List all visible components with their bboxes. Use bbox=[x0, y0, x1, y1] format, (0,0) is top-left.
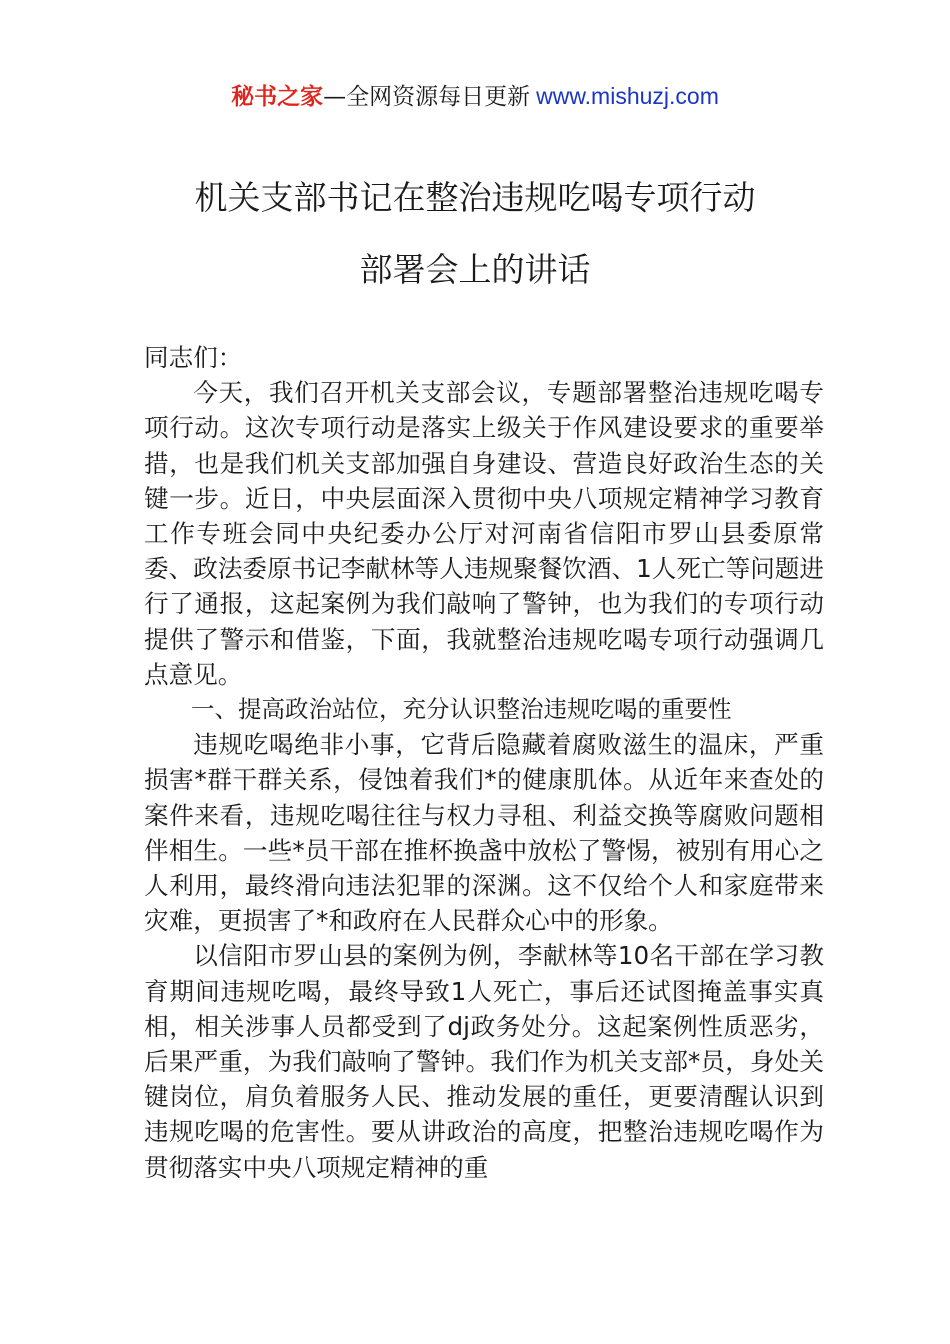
site-name: 秘书之家 bbox=[231, 84, 324, 110]
site-url-link[interactable]: www.mishuzj.com bbox=[536, 83, 719, 109]
paragraph-intro: 今天，我们召开机关支部会议，专题部署整治违规吃喝专项行动。这次专项行动是落实上级关于作风建设要求的重要举措，也是我们机关支部加强自身建设、营造良好政治生态的关键一步。近日，中央层面深入贯彻中央八项规定精神学习教育工作专班会同中央纪委办公厅对河南省信阳市罗山县委原常委、政法委原书记李献林等人违规聚餐饮酒、1人死亡等问题进行了通报，这起案例为我们敲响了警钟，也为我们的专项行动提供了警示和借鉴，下面，我就整治违规吃喝专项行动强调几点意见。 bbox=[144, 378, 824, 689]
section-heading-1: 一、提高政治站位，充分认识整治违规吃喝的重要性 bbox=[191, 695, 732, 724]
document-title-line-2: 部署会上的讲话 bbox=[359, 250, 591, 289]
site-tagline: —全网资源每日更新 bbox=[323, 84, 531, 110]
salutation: 同志们： bbox=[144, 343, 243, 372]
paragraph-section1-b: 以信阳市罗山县的案例为例，李献林等10名干部在学习教育期间违规吃喝，最终导致1人死亡，事后还试图掩盖事实真相，相关涉事人员都受到了dj政务处分。这起案例性质恶劣，后果严重，为我们敲响了警钟。我们作为机关支部*员，身处关键岗位，肩负着服务人民、推动发展的重任，更要清醒认识到违规吃喝的危害性。要从讲政治的高度，把整治违规吃喝作为贯彻落实中央八项规定精神的重 bbox=[144, 941, 824, 1182]
paragraph-section1-a: 违规吃喝绝非小事，它背后隐藏着腐败滋生的温床，严重损害*群干群关系，侵蚀着我们*的健康肌体。从近年来查处的案件来看，违规吃喝往往与权力寻租、利益交换等腐败问题相伴相生。一些*员干部在推杯换盏中放松了警惕，被别有用心之人利用，最终滑向违法犯罪的深渊。这不仅给个人和家庭带来灾难，更损害了*和政府在人民群众心中的形象。 bbox=[144, 730, 824, 936]
document-title-line-1: 机关支部书记在整治违规吃喝专项行动 bbox=[194, 178, 756, 217]
document-body bbox=[144, 340, 824, 1185]
site-header bbox=[0, 79, 950, 114]
